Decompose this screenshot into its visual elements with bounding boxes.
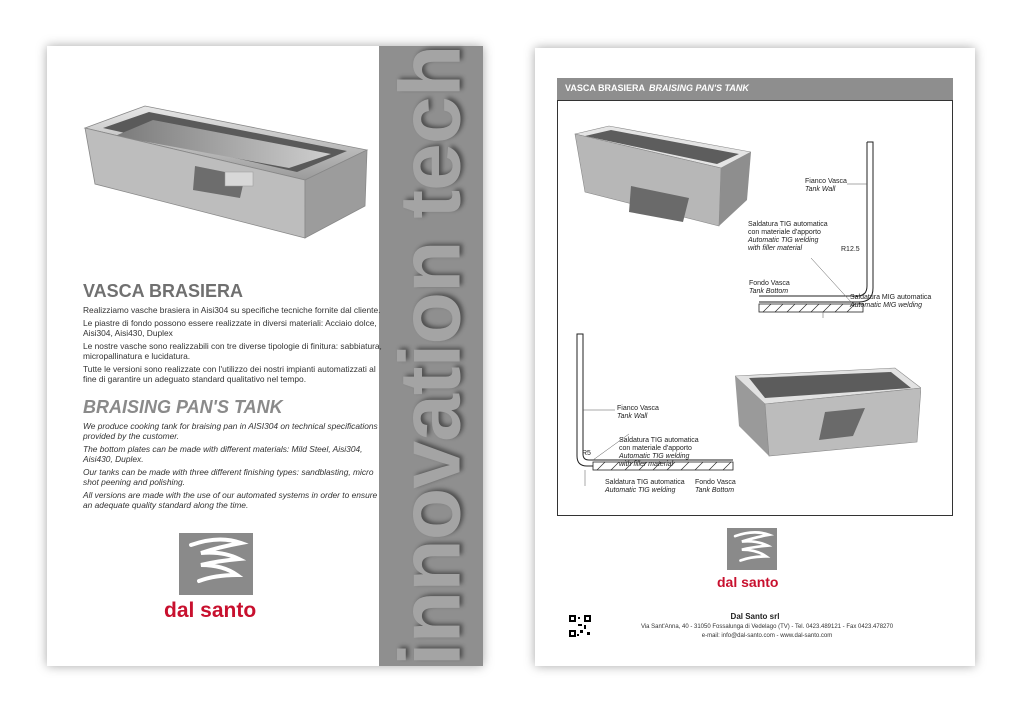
tank-render-cutaway-1 <box>571 122 751 234</box>
italian-paragraph-1: Realizziamo vasche brasiera in Aisi304 su specifiche tecniche fornite dal cliente. <box>83 305 381 315</box>
label-tank-wall-2: Fianco Vasca Tank Wall <box>617 405 659 420</box>
tank-render-cutaway-2 <box>735 364 921 460</box>
brand-logo-text: dal santo <box>164 599 257 622</box>
brand-logo-mark-small <box>727 528 777 570</box>
english-paragraph-2: The bottom plates can be made with different materials: Mild Steel, Aisi304, Aisi430, Duplex. <box>83 444 363 464</box>
label-tig-weld-1: Saldatura TIG automatica con materiale d'apporto Automatic TIG welding with filler material <box>748 221 828 252</box>
brand-logo-text-small: dal santo <box>717 574 779 590</box>
vertical-slogan: innovation tech <box>382 45 479 667</box>
heading-english: BRAISING PAN'S TANK <box>83 397 283 417</box>
label-radius-2: R5 <box>582 450 591 457</box>
english-paragraph-1: We produce cooking tank for braising pan in AISI304 on technical specifications provided by the customer. <box>83 421 378 441</box>
english-paragraph-4: All versions are made with the use of our automated systems in order to ensure an adequate quality standard along the time. <box>83 490 378 510</box>
brand-logo-mark <box>179 533 253 595</box>
company-contacts: e-mail: info@dal-santo.com - www.dal-santo.com <box>701 633 833 639</box>
section-title-italian: VASCA BRASIERA <box>565 83 646 93</box>
spiral-logo-icon-small <box>727 528 777 570</box>
label-tank-bottom-2: Fondo Vasca Tank Bottom <box>695 479 736 494</box>
label-radius-1: R12.5 <box>841 246 860 253</box>
label-tig-weld-2: Saldatura TIG automatica con materiale d'apporto Automatic TIG welding with filler material <box>619 437 699 468</box>
company-name: Dal Santo srl <box>730 612 780 621</box>
label-tank-bottom-1: Fondo Vasca Tank Bottom <box>749 280 790 295</box>
weld-section-diagram-2 <box>571 330 751 500</box>
italian-paragraph-2: Le piastre di fondo possono essere realizzate in diversi materiali: Acciaio dolce, Aisi304, Aisi430, Duplex <box>83 318 377 338</box>
label-mig-weld-1: Saldatura MIG automatica Automatic MIG welding <box>850 294 932 309</box>
english-paragraph-3: Our tanks can be made with three different finishing types: sandblasting, micro shot peening and polishing. <box>83 467 374 487</box>
spiral-logo-icon <box>179 533 253 595</box>
brochure-page-back <box>535 48 975 666</box>
tank-render-image <box>75 88 375 248</box>
italian-paragraph-3: Le nostre vasche sono realizzabili con tre diverse tipologie di finitura: sabbiatura, micropallinatura e lucidatura. <box>83 341 382 361</box>
label-tank-wall-1: Fianco Vasca Tank Wall <box>805 178 847 193</box>
section-title-english: BRAISING PAN'S TANK <box>649 83 749 93</box>
company-address: Via Sant'Anna, 40 - 31050 Fossalunga di Vedelago (TV) - Tel. 0423.489121 - Fax 0423.478270 <box>640 624 894 630</box>
brochure-page-front <box>47 46 483 666</box>
italian-paragraph-4: Tutte le versioni sono realizzate con l'utilizzo dei nostri impianti automatizzati al fine di garantire un adeguato standard qualitativo nel tempo. <box>83 364 376 384</box>
section-title <box>565 83 749 93</box>
label-tig-weld-2b: Saldatura TIG automatica Automatic TIG welding <box>605 479 685 494</box>
heading-italian: VASCA BRASIERA <box>83 281 244 301</box>
